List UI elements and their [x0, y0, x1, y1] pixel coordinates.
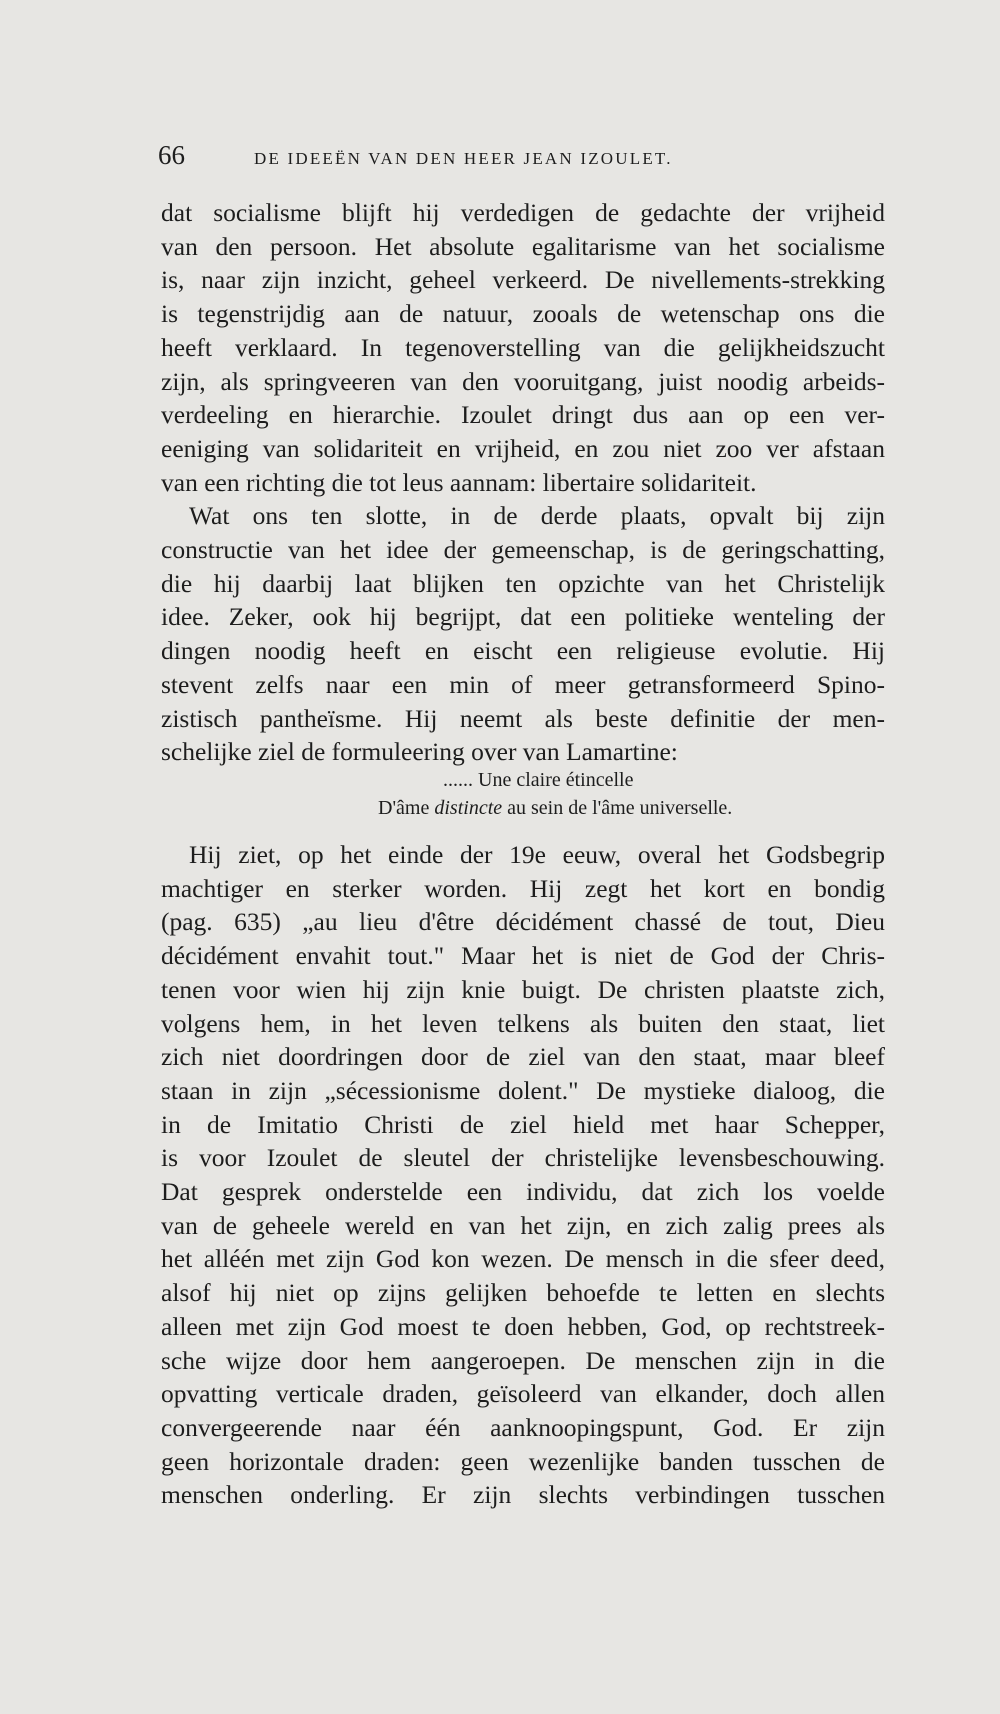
quote-line: ...... Une claire étincelle	[443, 769, 634, 791]
text-line: verdeeling en hierarchie. Izoulet dringt dus aan op een ver-	[161, 400, 885, 430]
text-line: menschen onderling. Er zijn slechts verbindingen tusschen	[161, 1480, 885, 1510]
text-line: eeniging van solidariteit en vrijheid, en zou niet zoo ver afstaan	[161, 433, 885, 463]
page-number: 66	[158, 140, 185, 170]
text-line: (pag. 635) „au lieu d'être décidément chassé de tout, Dieu	[161, 907, 885, 937]
text-line: dat socialisme blijft hij verdedigen de gedachte der vrijheid	[161, 198, 885, 227]
text-line: zistisch pantheïsme. Hij neemt als beste definitie der men-	[161, 703, 885, 733]
text-line: zich niet doordringen door de ziel van den staat, maar bleef	[161, 1042, 885, 1072]
text-line: Dat gesprek onderstelde een individu, dat zich los voelde	[161, 1177, 885, 1207]
text-line: in de Imitatio Christi de ziel hield met haar Schepper,	[161, 1109, 885, 1139]
text-line: van de geheele wereld en van het zijn, en zich zalig prees als	[161, 1210, 885, 1240]
quote-text: au sein de l'âme universelle.	[502, 797, 733, 819]
text-line: die hij daarbij laat blijken ten opzichte van het Christelijk	[161, 568, 885, 598]
text-line: staan in zijn „sécessionisme dolent." De mystieke dialoog, die	[161, 1075, 885, 1105]
text-line: Hij ziet, op het einde der 19e eeuw, overal het Godsbegrip	[189, 840, 885, 869]
text-line: Wat ons ten slotte, in de derde plaats, opvalt bij zijn	[189, 501, 885, 531]
body-text-top	[161, 196, 885, 769]
text-line: sche wijze door hem aangeroepen. De menschen zijn in die	[161, 1345, 885, 1375]
text-line: machtiger en sterker worden. Hij zegt het kort en bondig	[161, 873, 885, 903]
text-line: constructie van het idee der gemeenschap, is de geringschatting,	[161, 535, 885, 565]
text-line: opvatting verticale draden, geïsoleerd van elkander, doch allen	[161, 1379, 885, 1409]
text-line: convergeerende naar één aanknoopingspunt, God. Er zijn	[161, 1412, 885, 1442]
text-line: het alléén met zijn God kon wezen. De mensch in die sfeer deed,	[161, 1244, 885, 1274]
body-text-bottom	[161, 838, 885, 1512]
text-line: is voor Izoulet de sleutel der christelijke levensbeschouwing.	[161, 1143, 885, 1173]
running-head: DE IDEEËN VAN DEN HEER JEAN IZOULET.	[254, 149, 673, 168]
text-line: geen horizontale draden: geen wezenlijke banden tusschen de	[161, 1446, 885, 1476]
paragraph-3	[161, 838, 885, 1512]
text-line: dingen noodig heeft en eischt een religieuse evolutie. Hij	[161, 636, 885, 666]
text-line: heeft verklaard. In tegenoverstelling van die gelijkheidszucht	[161, 332, 885, 362]
text-line: van den persoon. Het absolute egalitarisme van het socialisme	[161, 231, 885, 261]
text-line: van een richting die tot leus aannam: libertaire solidariteit.	[161, 467, 757, 497]
poem-quote	[300, 766, 780, 822]
quote-line	[300, 794, 780, 822]
text-line: alleen met zijn God moest te doen hebben, God, op rechtstreek-	[161, 1311, 885, 1341]
quote-text: D'âme	[378, 797, 435, 819]
text-line: idee. Zeker, ook hij begrijpt, dat een politieke wenteling der	[161, 602, 885, 632]
text-line: stevent zelfs naar een min of meer getransformeerd Spino-	[161, 669, 885, 699]
paragraph-2	[161, 499, 885, 769]
page-header	[158, 140, 758, 172]
text-line: schelijke ziel de formuleering over van Lamartine:	[161, 737, 678, 767]
text-line: volgens hem, in het leven telkens als buiten den staat, liet	[161, 1008, 885, 1038]
paragraph-1	[161, 196, 885, 499]
text-line: zijn, als springveeren van den vooruitgang, juist noodig arbeids-	[161, 366, 885, 396]
text-line: is, naar zijn inzicht, geheel verkeerd. De nivellements-strekking	[161, 265, 885, 295]
text-line: alsof hij niet op zijns gelijken behoefde te letten en slechts	[161, 1278, 885, 1308]
text-line: is tegenstrijdig aan de natuur, zooals de wetenschap ons die	[161, 299, 885, 329]
text-line: tenen voor wien hij zijn knie buigt. De christen plaatste zich,	[161, 974, 885, 1004]
quote-emphasis: distincte	[434, 797, 503, 819]
text-line: décidément envahit tout." Maar het is niet de God der Chris-	[161, 941, 885, 971]
